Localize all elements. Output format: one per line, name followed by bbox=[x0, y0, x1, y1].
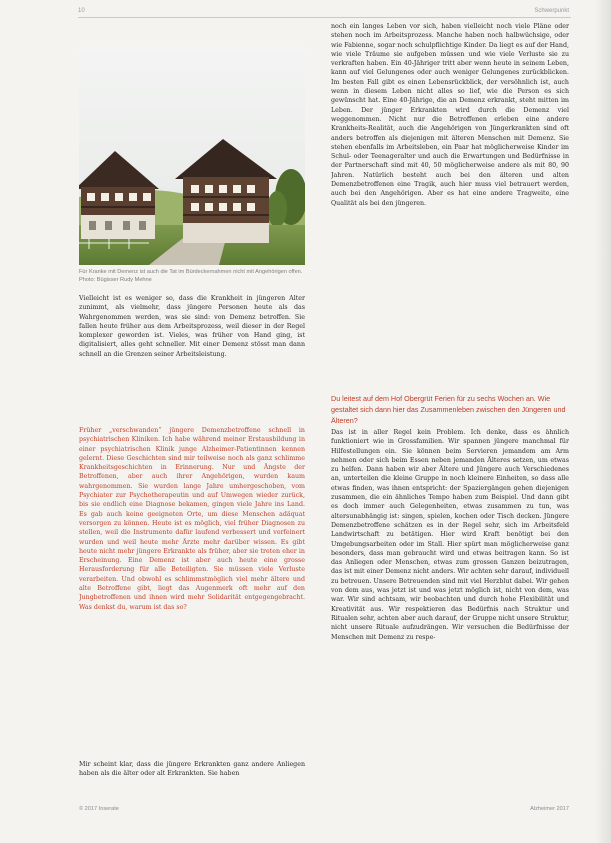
page-footer bbox=[79, 806, 569, 812]
farmhouse-photo bbox=[79, 47, 305, 265]
highlight-paragraph: Früher „verschwanden“ jüngere Demenzbetroffene schnell in psychiatrischen Kliniken. Ich habe während meiner Erstausbildung in einer psychiatrischen Klinik junge Alzheimer-Patientinnen kennen gelernt. Diese Geschichten sind mir teilweise noch als ganz schlimme Krankheitsgeschichten in Erinnerung. Nur und Ängste der Betroffenen, aber auch ihrer Angehörigen, wurden kaum wahrgenommen. Sie wurden lange Jahre umhergeschoben, vom Psychiater zur Psychotherapeutin und auf Umwegen wieder zurück, bis sie endlich eine Diagnose bekamen, gingen viele Jahre ins Land. Es gab auch keine geeigneten Orte, um diese Menschen adäquat versorgen zu können. Heute ist es möglich, viel früher Diagnosen zu stellen, weil die Instrumente dafür laufend verbessert und verfeinert wurden und weil heute mehr Ärzte mehr darüber wissen. Es gibt heute nicht mehr jüngere Erkrankte als früher, aber sie treten eher in Erscheinung. Eine Demenz ist aber auch heute eine grosse Herausforderung für alle Beteiligten. Sie müssen viele Verluste verarbeiten. Und obwohl es schlimmstmöglich viel mehr ältere und alte Betroffene gibt, liegt das Augenmerk oft mehr auf den Jungbetroffenen und ihnen wird mehr Solidarität entgegengebracht. Was denkst du, warum ist das so? bbox=[79, 427, 305, 611]
left-column-outro bbox=[79, 760, 305, 798]
left-column-highlight bbox=[79, 426, 305, 747]
farmhouse-illustration bbox=[79, 47, 305, 265]
left-column-intro bbox=[79, 294, 305, 412]
running-title: Schwerpunkt bbox=[534, 8, 569, 14]
interview-question: Du leitest auf dem Hof Obergrüt Ferien für zu sechs Wochen an. Wie gestaltet sich dann hier das Zusammenleben zwischen den Jüngeren und Älteren? bbox=[331, 394, 566, 425]
footer-right: Alzheimer 2017 bbox=[530, 806, 569, 812]
footer-left: © 2017 Inserate bbox=[79, 806, 119, 812]
answer-paragraph-2: Das ist in aller Regel kein Problem. Ich denke, dass es ähnlich funktioniert wie in Grossfamilien. Wir spannen jüngere manchmal für Hilfestellungen ein. Sie können beim Servieren jemandem am Arm nehmen oder sich beim Essen neben jemanden Älteres setzen, um etwas zu helfen. Dann haben wir aber Ältere und Jüngere auch Verschiedenes an, unterteilen die kleine Gruppe in noch kleinere Einheiten, so dass alle etwas finden, was ihnen entspricht: der Spaziergängen gehen diejenigen zusammen, die ein ähnliches Tempo haben zum Beispiel. Und dann gibt es doch immer auch Gelegenheiten, etwas zusammen zu tun, was altersunabhängig ist: singen, spielen, kochen oder Tisch decken. Jüngere Demenzbetroffene schätzen es in der Regel sehr, sich im Arbeitsfeld Landwirtschaft zu betätigen. Hier wird Kraft benötigt bei den Umgebungsarbeiten oder im Stall. Hier spürt man möglicherweise ganz besonders, dass man gebraucht wird und etwas beitragen kann. So ist das Anliegen oder Menschen, etwas zum grossen Ganzen beizutragen, das ist mit einer Demenz nicht anders. Wir achten sehr darauf, individuell zu betreuen. Unsere Betreuenden sind mit viel Herzblut dabei. Wir gehen von dem aus, was jetzt ist und was jetzt möglich ist, nicht von dem, was war. Wir sind achtsam, wir beobachten und durch hohe Flexibilität und Kreativität aus. Wir respektieren das Bedürfnis nach Struktur und Ritualen sehr, achten aber auch darauf, der Gruppe nicht unsere Struktur, nicht unsere Rituale aufzudrängen. Wir versuchen die Bedürfnisse der Menschen mit Demenz zu respe- bbox=[331, 429, 569, 641]
photo-caption: Für Kranke mit Demenz ist auch die Tat im Bürdeckernahmen nicht mit Angehörigen offen. Photo: Bügisser Rudy Mehne bbox=[79, 269, 303, 284]
page-edge-shadow bbox=[595, 0, 611, 843]
header-rule bbox=[78, 17, 571, 18]
answer-paragraph: noch ein langes Leben vor sich, haben vielleicht noch viele Pläne oder stehen noch im Arbeitsprozess. Manche haben noch halbwüchsige, oder wie Fabienne, sogar noch schulpflichtige Kinder. Da liegt es auf der Hand, wie viele Träume sie aufgeben müssen und wie viele Verluste sie zu verkraften haben. Ein 40-Jähriger tritt aber wenn heute in seinem Leben, kann auf viel Gelungenes oder auch weniger Gelungenes zurückblicken. Im besten Fall gibt es einen Lebensrückblick, der versöhnlich ist, auch wenn in diesem Leben nicht alles so lief, wie die Person es sich gewünscht hat. Eine 40-Jährige, die an Demenz erkrankt, steht mitten im Leben. Der jünger Erkrankten wird durch die Demenz viel weggenommen. Nicht nur die Betroffenen erleben eine andere Krankheits-Realität, auch die Angehörigen von Jüngerkrankten sind oft anders betroffen als diejenigen mit älteren Menschen mit Demenz. Sie stehen ebenfalls im Arbeitsleben, ein Paar hat möglicherweise Kinder im Schul- oder Teenageralter und auch die Erwartungen und Bedürfnisse in der Partnerschaft sind mit 40, 50 möglicherweise andere als mit 80, 90 Jahren. Natürlich besteht auch bei den älteren und alten Demenzbetroffenen eine Tragik, auch hier muss viel betrauert werden, auch bei den Angehörigen. Aber es hat eine andere Tragweite, eine Qualität als bei den jüngeren. bbox=[331, 23, 569, 207]
page-header bbox=[78, 4, 569, 18]
outro-paragraph: Mir scheint klar, dass die jüngere Erkrankten ganz andere Anliegen haben als die älter oder alt Erkrankten. Sie haben bbox=[79, 761, 305, 778]
right-column-answer bbox=[331, 22, 569, 366]
right-column-answer-2 bbox=[331, 428, 569, 800]
page-number: 10 bbox=[78, 8, 85, 14]
intro-paragraph: Vielleicht ist es weniger so, dass die Krankheit in jüngeren Alter zunimmt, als vielmehr, dass jüngere Personen heute als das Wahrgenommen werden, was sie sind: von Demenz betroffen. Sie fallen heute früher aus dem Arbeitsprozess, weil dieser in der Regel komplexer geworden ist. Vieles, was früher von Hand ging, ist digitalisiert, alles geht schneller. Mit einer Demenz stösst man dann schnell an die Grenzen seiner Arbeitsleistung. bbox=[79, 295, 305, 358]
